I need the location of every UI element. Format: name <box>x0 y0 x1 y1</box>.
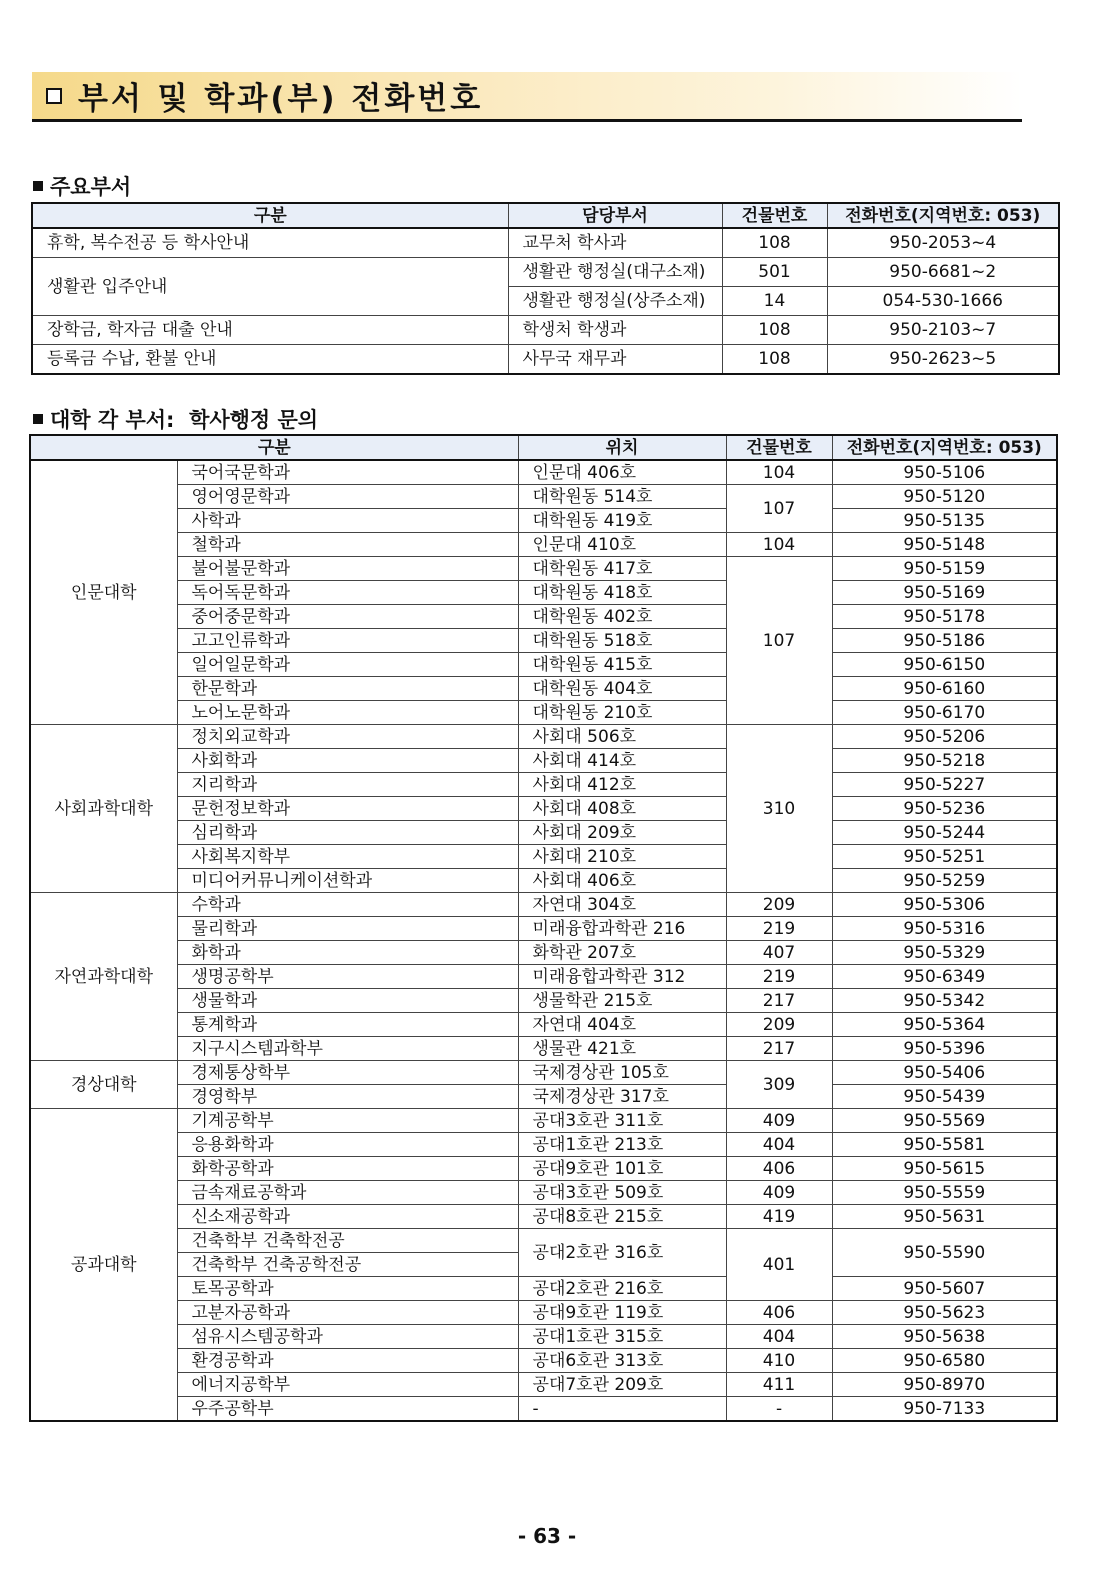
table-row <box>30 797 1057 821</box>
phone-cell: 950-5396 <box>832 1037 1057 1061</box>
building-number-cell: 406 <box>726 1157 832 1181</box>
location-cell: 대학원동 404호 <box>518 677 726 701</box>
department-cell: 화학과 <box>177 941 518 965</box>
column-header: 전화번호(지역번호: 053) <box>832 435 1057 460</box>
column-header: 구분 <box>30 435 518 460</box>
building-number-cell: 419 <box>726 1205 832 1229</box>
building-number-cell: - <box>726 1397 832 1422</box>
column-header: 건물번호 <box>726 435 832 460</box>
location-cell: 사회대 406호 <box>518 869 726 893</box>
department-cell: 정치외교학과 <box>177 725 518 749</box>
department-cell: 노어노문학과 <box>177 701 518 725</box>
phone-cell: 950-5406 <box>832 1061 1057 1085</box>
department-cell: 신소재공학과 <box>177 1205 518 1229</box>
department-cell: 사회학과 <box>177 749 518 773</box>
location-cell: 공대9호관 119호 <box>518 1301 726 1325</box>
phone-cell: 950-5206 <box>832 725 1057 749</box>
building-number-cell: 107 <box>726 485 832 533</box>
location-cell: - <box>518 1397 726 1422</box>
column-header: 위치 <box>518 435 726 460</box>
building-number-cell: 401 <box>726 1229 832 1301</box>
table-row <box>30 509 1057 533</box>
phone-cell: 950-5364 <box>832 1013 1057 1037</box>
phone-cell: 950-5615 <box>832 1157 1057 1181</box>
column-header: 담당부서 <box>508 203 722 228</box>
department-cell: 미디어커뮤니케이션학과 <box>177 869 518 893</box>
building-number-cell: 217 <box>726 989 832 1013</box>
building-number-cell: 108 <box>722 228 827 258</box>
building-number-cell: 501 <box>722 258 827 287</box>
table-row <box>30 629 1057 653</box>
department-cell: 우주공학부 <box>177 1397 518 1422</box>
building-number-cell: 209 <box>726 893 832 917</box>
column-header: 구분 <box>32 203 508 228</box>
location-cell: 사회대 412호 <box>518 773 726 797</box>
building-number-cell: 219 <box>726 965 832 989</box>
department-cell: 경영학부 <box>177 1085 518 1109</box>
location-cell: 미래융합과학관 312 <box>518 965 726 989</box>
table-header-row <box>32 203 1059 228</box>
phone-cell: 950-5259 <box>832 869 1057 893</box>
location-cell: 생물학관 215호 <box>518 989 726 1013</box>
phone-cell: 950-5186 <box>832 629 1057 653</box>
phone-cell: 950-5590 <box>832 1229 1057 1277</box>
department-cell: 물리학과 <box>177 917 518 941</box>
building-number-cell: 410 <box>726 1349 832 1373</box>
phone-cell: 950-2103~7 <box>827 316 1059 345</box>
department-cell: 독어독문학과 <box>177 581 518 605</box>
location-cell: 공대3호관 311호 <box>518 1109 726 1133</box>
college-departments-table <box>29 434 1058 1422</box>
department-cell: 에너지공학부 <box>177 1373 518 1397</box>
table-row <box>30 533 1057 557</box>
department-cell: 교무처 학사과 <box>508 228 722 258</box>
phone-cell: 950-5169 <box>832 581 1057 605</box>
page-title-bar <box>32 72 1022 122</box>
category-cell: 휴학, 복수전공 등 학사안내 <box>32 228 508 258</box>
department-cell: 영어영문학과 <box>177 485 518 509</box>
location-cell: 공대6호관 313호 <box>518 1349 726 1373</box>
phone-cell: 950-6349 <box>832 965 1057 989</box>
table-row <box>30 869 1057 893</box>
phone-cell: 950-5439 <box>832 1085 1057 1109</box>
phone-cell: 950-7133 <box>832 1397 1057 1422</box>
phone-cell: 950-5244 <box>832 821 1057 845</box>
location-cell: 대학원동 419호 <box>518 509 726 533</box>
location-cell: 사회대 414호 <box>518 749 726 773</box>
phone-cell: 950-5178 <box>832 605 1057 629</box>
location-cell: 대학원동 415호 <box>518 653 726 677</box>
department-cell: 건축학부 건축공학전공 <box>177 1253 518 1277</box>
table-row <box>30 1085 1057 1109</box>
phone-cell: 950-8970 <box>832 1373 1057 1397</box>
table-row <box>30 1301 1057 1325</box>
phone-cell: 950-5631 <box>832 1205 1057 1229</box>
department-cell: 고분자공학과 <box>177 1301 518 1325</box>
phone-cell: 950-5227 <box>832 773 1057 797</box>
building-number-cell: 107 <box>726 557 832 725</box>
department-cell: 중어중문학과 <box>177 605 518 629</box>
category-cell: 생활관 입주안내 <box>32 258 508 316</box>
column-header: 건물번호 <box>722 203 827 228</box>
location-cell: 공대7호관 209호 <box>518 1373 726 1397</box>
department-cell: 사무국 재무과 <box>508 345 722 375</box>
section-heading-main-departments <box>33 171 131 201</box>
square-bullet-icon <box>33 414 43 424</box>
table-row <box>30 773 1057 797</box>
phone-cell: 950-5236 <box>832 797 1057 821</box>
phone-cell: 950-6681~2 <box>827 258 1059 287</box>
department-cell: 문헌정보학과 <box>177 797 518 821</box>
column-header: 전화번호(지역번호: 053) <box>827 203 1059 228</box>
location-cell: 공대3호관 509호 <box>518 1181 726 1205</box>
page-title: 부서 및 학과(부) 전화번호 <box>78 81 484 117</box>
page-number: - 63 - <box>517 1524 577 1548</box>
phone-cell: 950-2623~5 <box>827 345 1059 375</box>
section-heading-text: 대학 각 부서: 학사행정 문의 <box>50 408 319 432</box>
table-row <box>30 941 1057 965</box>
phone-cell: 950-5342 <box>832 989 1057 1013</box>
table-row <box>30 1349 1057 1373</box>
location-cell: 인문대 410호 <box>518 533 726 557</box>
building-number-cell: 406 <box>726 1301 832 1325</box>
building-number-cell: 409 <box>726 1109 832 1133</box>
table-row <box>30 1205 1057 1229</box>
location-cell: 사회대 210호 <box>518 845 726 869</box>
phone-cell: 950-6170 <box>832 701 1057 725</box>
location-cell: 사회대 506호 <box>518 725 726 749</box>
location-cell: 공대9호관 101호 <box>518 1157 726 1181</box>
table-row <box>30 1013 1057 1037</box>
department-cell: 심리학과 <box>177 821 518 845</box>
table-row <box>30 581 1057 605</box>
location-cell: 대학원동 417호 <box>518 557 726 581</box>
department-cell: 건축학부 건축학전공 <box>177 1229 518 1253</box>
location-cell: 공대2호관 216호 <box>518 1277 726 1301</box>
department-cell: 생명공학부 <box>177 965 518 989</box>
table-row <box>30 605 1057 629</box>
building-number-cell: 108 <box>722 345 827 375</box>
phone-cell: 950-5607 <box>832 1277 1057 1301</box>
phone-cell: 950-6160 <box>832 677 1057 701</box>
department-cell: 생활관 행정실(상주소재) <box>508 287 722 316</box>
location-cell: 대학원동 418호 <box>518 581 726 605</box>
phone-cell: 950-5559 <box>832 1181 1057 1205</box>
location-cell: 미래융합과학관 216 <box>518 917 726 941</box>
phone-cell: 950-5251 <box>832 845 1057 869</box>
location-cell: 대학원동 518호 <box>518 629 726 653</box>
department-cell: 응용화학과 <box>177 1133 518 1157</box>
phone-cell: 054-530-1666 <box>827 287 1059 316</box>
table-row <box>30 725 1057 749</box>
location-cell: 공대2호관 316호 <box>518 1229 726 1277</box>
college-cell: 사회과학대학 <box>30 725 177 893</box>
location-cell: 대학원동 210호 <box>518 701 726 725</box>
department-cell: 기계공학부 <box>177 1109 518 1133</box>
department-cell: 생활관 행정실(대구소재) <box>508 258 722 287</box>
table-row <box>30 1133 1057 1157</box>
phone-cell: 950-5581 <box>832 1133 1057 1157</box>
location-cell: 공대1호관 213호 <box>518 1133 726 1157</box>
department-cell: 일어일문학과 <box>177 653 518 677</box>
building-number-cell: 14 <box>722 287 827 316</box>
table-row <box>30 677 1057 701</box>
square-bullet-icon <box>33 181 43 191</box>
building-number-cell: 409 <box>726 1181 832 1205</box>
table-row <box>30 917 1057 941</box>
college-cell: 자연과학대학 <box>30 893 177 1061</box>
department-cell: 학생처 학생과 <box>508 316 722 345</box>
section-heading-text: 주요부서 <box>50 175 132 199</box>
location-cell: 대학원동 402호 <box>518 605 726 629</box>
department-cell: 철학과 <box>177 533 518 557</box>
main-departments-table <box>31 202 1060 375</box>
building-number-cell: 404 <box>726 1325 832 1349</box>
table-row <box>30 1277 1057 1301</box>
table-row <box>32 258 1059 287</box>
table-row <box>30 701 1057 725</box>
phone-cell: 950-5135 <box>832 509 1057 533</box>
college-cell: 인문대학 <box>30 460 177 725</box>
phone-cell: 950-6150 <box>832 653 1057 677</box>
department-cell: 국어국문학과 <box>177 460 518 485</box>
building-number-cell: 407 <box>726 941 832 965</box>
table-row <box>30 1109 1057 1133</box>
building-number-cell: 209 <box>726 1013 832 1037</box>
location-cell: 공대8호관 215호 <box>518 1205 726 1229</box>
table-row <box>30 893 1057 917</box>
building-number-cell: 108 <box>722 316 827 345</box>
phone-cell: 950-5623 <box>832 1301 1057 1325</box>
table-row <box>32 316 1059 345</box>
building-number-cell: 104 <box>726 533 832 557</box>
table-row <box>30 485 1057 509</box>
table-row <box>30 1397 1057 1422</box>
location-cell: 자연대 304호 <box>518 893 726 917</box>
location-cell: 공대1호관 315호 <box>518 1325 726 1349</box>
table-row <box>30 460 1057 485</box>
table-row <box>32 345 1059 375</box>
location-cell: 사회대 209호 <box>518 821 726 845</box>
table-row <box>30 989 1057 1013</box>
department-cell: 토목공학과 <box>177 1277 518 1301</box>
building-number-cell: 217 <box>726 1037 832 1061</box>
table-row <box>30 821 1057 845</box>
phone-cell: 950-6580 <box>832 1349 1057 1373</box>
location-cell: 화학관 207호 <box>518 941 726 965</box>
building-number-cell: 411 <box>726 1373 832 1397</box>
department-cell: 사학과 <box>177 509 518 533</box>
table-row <box>30 1037 1057 1061</box>
table-row <box>30 1373 1057 1397</box>
table-row <box>30 1325 1057 1349</box>
phone-cell: 950-5329 <box>832 941 1057 965</box>
location-cell: 국제경상관 317호 <box>518 1085 726 1109</box>
department-cell: 통계학과 <box>177 1013 518 1037</box>
phone-cell: 950-5638 <box>832 1325 1057 1349</box>
location-cell: 국제경상관 105호 <box>518 1061 726 1085</box>
location-cell: 사회대 408호 <box>518 797 726 821</box>
phone-cell: 950-5306 <box>832 893 1057 917</box>
college-cell: 공과대학 <box>30 1109 177 1422</box>
category-cell: 등록금 수납, 환불 안내 <box>32 345 508 375</box>
table-row <box>30 1157 1057 1181</box>
department-cell: 환경공학과 <box>177 1349 518 1373</box>
table-row <box>30 965 1057 989</box>
department-cell: 지구시스템과학부 <box>177 1037 518 1061</box>
table-row <box>30 653 1057 677</box>
table-row <box>32 228 1059 258</box>
department-cell: 경제통상학부 <box>177 1061 518 1085</box>
department-cell: 한문학과 <box>177 677 518 701</box>
location-cell: 생물관 421호 <box>518 1037 726 1061</box>
phone-cell: 950-5569 <box>832 1109 1057 1133</box>
department-cell: 불어불문학과 <box>177 557 518 581</box>
location-cell: 인문대 406호 <box>518 460 726 485</box>
phone-cell: 950-5159 <box>832 557 1057 581</box>
department-cell: 고고인류학과 <box>177 629 518 653</box>
phone-cell: 950-5316 <box>832 917 1057 941</box>
phone-cell: 950-2053~4 <box>827 228 1059 258</box>
phone-cell: 950-5120 <box>832 485 1057 509</box>
department-cell: 수학과 <box>177 893 518 917</box>
category-cell: 장학금, 학자금 대출 안내 <box>32 316 508 345</box>
table-header-row <box>30 435 1057 460</box>
department-cell: 섬유시스템공학과 <box>177 1325 518 1349</box>
building-number-cell: 404 <box>726 1133 832 1157</box>
table-row <box>30 557 1057 581</box>
college-cell: 경상대학 <box>30 1061 177 1109</box>
table-row <box>30 749 1057 773</box>
table-row <box>30 1229 1057 1253</box>
location-cell: 자연대 404호 <box>518 1013 726 1037</box>
building-number-cell: 104 <box>726 460 832 485</box>
building-number-cell: 309 <box>726 1061 832 1109</box>
table-row <box>30 1181 1057 1205</box>
table-row <box>30 845 1057 869</box>
table-row <box>30 1061 1057 1085</box>
building-number-cell: 310 <box>726 725 832 893</box>
department-cell: 사회복지학부 <box>177 845 518 869</box>
department-cell: 생물학과 <box>177 989 518 1013</box>
department-cell: 지리학과 <box>177 773 518 797</box>
phone-cell: 950-5218 <box>832 749 1057 773</box>
location-cell: 대학원동 514호 <box>518 485 726 509</box>
checkbox-bullet-icon <box>46 88 62 104</box>
phone-cell: 950-5148 <box>832 533 1057 557</box>
department-cell: 금속재료공학과 <box>177 1181 518 1205</box>
section-heading-college-departments <box>33 404 318 434</box>
phone-cell: 950-5106 <box>832 460 1057 485</box>
department-cell: 화학공학과 <box>177 1157 518 1181</box>
building-number-cell: 219 <box>726 917 832 941</box>
